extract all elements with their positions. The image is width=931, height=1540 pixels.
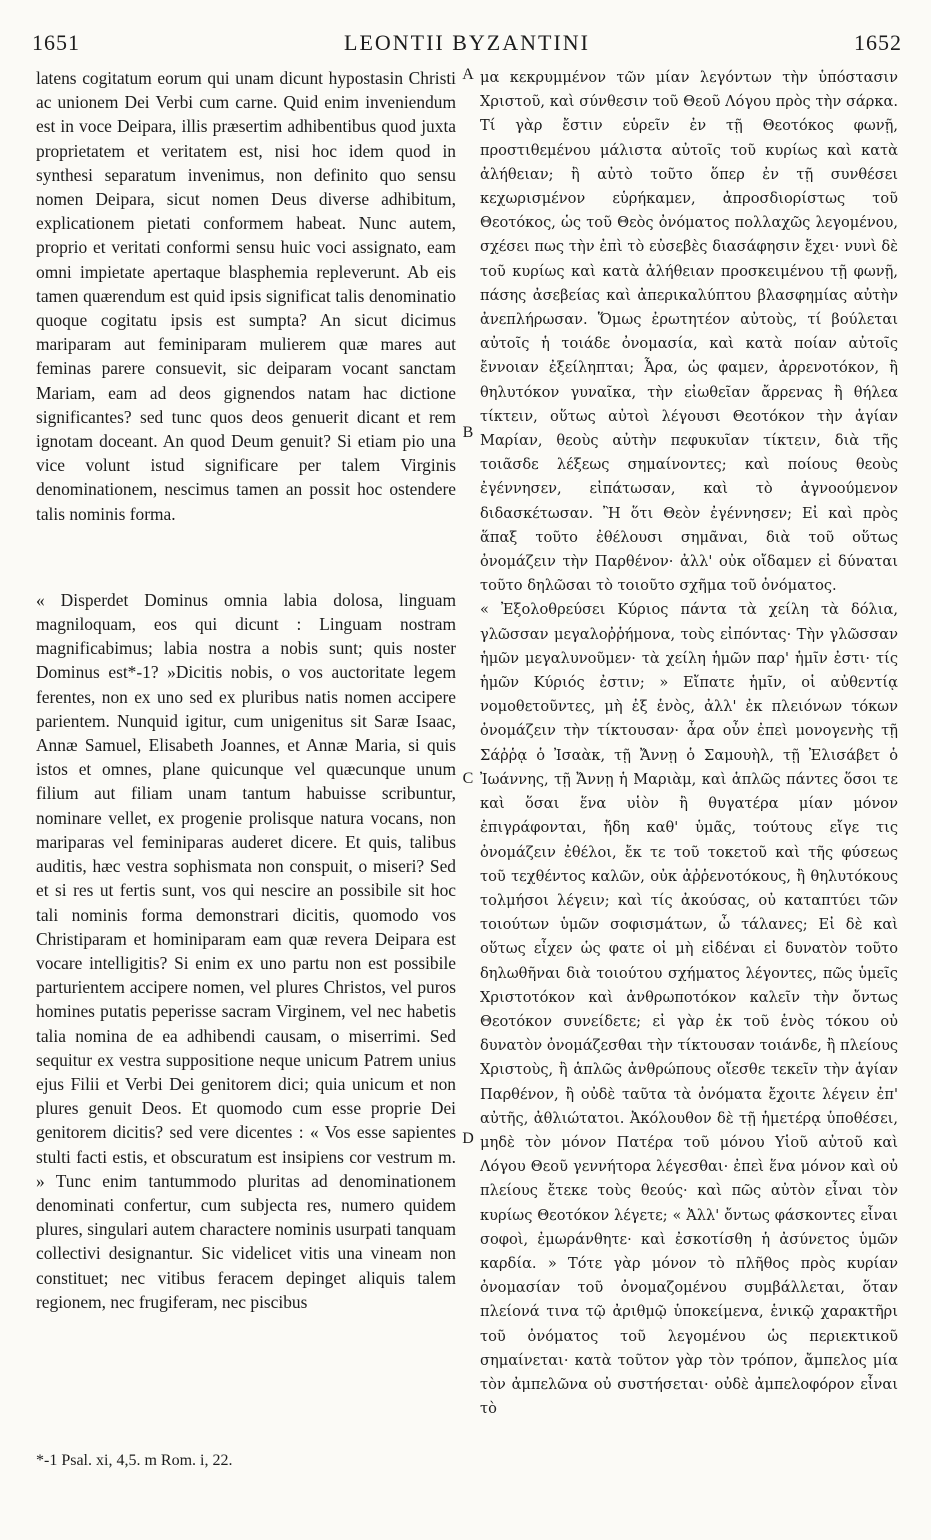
paragraph-gap [36, 526, 456, 588]
latin-paragraph-1: latens cogitatum eorum qui unam dicunt hypostasin Christi ac unionem Dei Verbi cum carne. Quid enim inveniendum est in voce Deipara, illis præsertim adhibentibus quod juxta proprietatem et veritatem est, nisi hoc idem quod in synthesi separatum invenimus, non definito quo sensu nomen Deipara, sicut nomen Deus diverse adhibitum, explicationem pietati conformem habeat. Nunc autem, proprio et veritati conformi sensu huic voci assignato, eam omni impietate apertaque blasphemia repleverunt. Ab eis tamen quærendum est quid ipsis significat talis denominatio quoque cogitatu ipsis est sumpta? An sicut dicimus mariparam aut feminiparam mulierem quæ mares aut feminas parere consuevit, sic deiparam vocant sanctam Mariam, eam ad deos gignendos natam hac dictione significantes? sed tunc quos deos genuerit dicant et rem ignotam doceant. An quod Deum genuit? Si etiam pio una vice volunt istud significare per talem Virginis denominationem, nescimus tamen an possit hoc ostendere talis nominis forma. [36, 68, 456, 524]
section-marker-d: D [462, 1130, 474, 1147]
greek-paragraph-2: « Ἐξολοθρεύσει Κύριος πάντα τὰ χείλη τὰ δόλια, γλῶσσαν μεγαλοῤῥήμονα, τοὺς εἰπόντας· Τὴν γλῶσσαν ἡμῶν μεγαλυνοῦμεν· τὰ χείλη ἡμῶν παρ' ἡμῖν ἐστι· τίς ἡμῶν Κύριός ἐστιν; » Εἴπατε ἡμῖν, οἱ αὐθεντίᾳ νομοθετοῦντες, μὴ ἐξ ἑνὸς, ἀλλ' ἐκ πλειόνων τόκων ὀνομάζειν τὴν τίκτουσαν· ἆρα οὖν ἐπεὶ μονογενὴς τῇ Σάῤῥᾳ ὁ Ἰσαὰκ, τῇ Ἄννῃ ὁ Σαμουὴλ, τῇ Ἐλισάβετ ὁ Ἰωάννης, τῇ Ἄννῃ ἡ Μαριὰμ, καὶ ἁπλῶς πάντες ὅσοι τε καὶ ὅσαι ἕνα υἱὸν ἢ θυγατέρα μίαν μόνον ἐπιγράφονται, ἤδη καθ' ὑμᾶς, τούτους εἴγε τις ὀνομάζειν ἐθέλοι, ἔκ τε τοῦ τοκετοῦ καὶ τῆς φύσεως τοῦ τεχθέντος καλῶν, οὐκ ἀῤῥενοτόκους, ἢ θηλυτόκους τολμήσοι λέγειν; καὶ τίς ἀκούσας, οὐ καταπτύει τῶν τοιούτων ὑμῶν σοφισμάτων, ὦ τάλανες; Εἰ δὲ καὶ οὕτως εἶχεν ὡς φατε οἱ μὴ εἰδέναι εἰ δυνατὸν τοῦτο δηλωθῆναι διὰ τοιούτου σχήματος λέγοντες, πῶς ὑμεῖς Χριστοτόκον καὶ ἀνθρωποτόκον καλεῖν τὴν ὄντως Θεοτόκον συνείδετε; εἰ γὰρ ἐκ τοῦ ἑνὸς τόκου οὐ δυνατὸν ὀνομάζεσθαι τὴν τίκτουσαν τοιάνδε, ἢ πλείους Χριστοὺς, ἢ ἁπλῶς ἀνθρώπους οἴεσθε τεκεῖν τὴν ἁγίαν Παρθένον, ἢ οὐδὲ ταῦτα τὰ ὀνόματα ἔχοιτε λέγειν ἐπ' αὐτῆς, ἀθλιώτατοι. Ἀκόλουθον δὲ τῇ ἡμετέρᾳ ὑποθέσει, μηδὲ τὸν μόνον Πατέρα τοῦ μόνου Υἱοῦ αὐτοῦ καὶ Λόγου Θεοῦ γεννήτορα λέγεσθαι· ἐπεὶ ἕνα μόνον καὶ οὐ πλείους ἔτεκε τοὺς θεούς· καὶ πῶς αὐτὸν εἶναι τὸν κυρίως Θεοτόκον λέγετε; « Ἀλλ' ὄντως φάσκοντες εἶναι σοφοὶ, ἐμωράνθητε· καὶ ἐσκοτίσθη ἡ ἀσύνετος ὑμῶν καρδία. » Τότε γὰρ μόνον τὸ πλῆθος πρὸς κυρίαν ὀνομασίαν τοῦ ὀνομαζομένου συμβάλλεται, ὅταν πλείονά τινα τῷ ἀριθμῷ ὑποκείμενα, ἑνικῷ χαρακτῆρι τοῦ ὀνόματος τοῦ λεγομένου ὡς περιεκτικοῦ σημαίνεται· κατὰ τοῦτον γὰρ τὸν τρόπον, ἄμπελος μία τὸν ἀμπελῶνα οὐ συστήσεται· οὐδὲ ἀμπελοφόρον εἶναι τὸ [480, 601, 898, 1418]
latin-column [36, 66, 456, 1314]
latin-paragraph-2: « Disperdet Dominus omnia labia dolosa, linguam magniloquam, eos qui dicunt : Linguam nostram magnificabimus; labia nostra a nobis sunt; quis noster Dominus est*-1? »Dicitis nobis, o vos auctoritate legem ferentes, non ex uno sed ex pluribus natis nomen accipere parientem. Nunquid igitur, cum unigenitus sit Saræ Isaac, Annæ Samuel, Elisabeth Joannes, et Annæ Maria, si quis istos et omnes, plane quicunque vel quæcunque unum filium aut filiam unam tantum habuisse scribuntur, nominare vellet, ex progenie prolisque natura vocans, non mariparas vel feminiparas auderet dicere. Et quis, talibus auditis, hæc vestra sophismata non conspuit, o miseri? Sed et si res ut fertis sunt, vos qui nescire an possibile sit hoc tali nominis forma demonstrari dicitis, quomodo vos Christiparam et hominiparam eam quæ revera Deipara est vocare intelligitis? Si enim ex uno partu non est possibile parturientem accipere nomen, vel plures Christos, vel puros homines putatis peperisse sacram Virginem, vel nec habetis talia nomina de ea adhibendi causam, o miserrimi. Sed sequitur ex vestra suppositione neque unicum Patrem unius ejus Filii et Verbi Dei genitorem dici; quia unicum et non plures genuit Deos. Et quomodo cum esse proprie Dei genitorem dicitis? sed vere dicentes : « Vos esse sapientes stulti facti estis, et obscuratum est insipiens cor vestrum m. » Tunc enim tantummodo pluritas ad denominationem denominati confertur, cum subjecta res, numero quidem plures, singulari autem charactere nominis usurpati tanquam collectivi designantur. Sic videlicet vitis una vineam non constituet; nec vitibus feracem depinget aliquis talem regionem, nec frugiferam, nec piscibus [36, 589, 456, 1312]
page-header [32, 30, 902, 60]
greek-paragraph-1: μα κεκρυμμένον τῶν μίαν λεγόντων τὴν ὑπόστασιν Χριστοῦ, καὶ σύνθεσιν τοῦ Θεοῦ Λόγου πρὸς τὴν σάρκα. Τί γὰρ ἔστιν εὑρεῖν ἐν τῇ Θεοτόκος φωνῇ, προστιθεμένου μάλιστα αὐτοῖς τοῦ κυρίως καὶ κατὰ ἀλήθειαν; ἢ αὐτὸ τοῦτο ὅπερ ἐν τῇ συνθέσει κεχωρισμένον εὑρήκαμεν, ἀπροσδιορίστως τοῦ Θεοτόκος, ὡς τοῦ Θεὸς ὀνόματος πολλαχῶς λεγομένου, σχέσει πως τὴν ἐπὶ τὸ εὐσεβὲς διασάφησιν ἔχει· νυνὶ δὲ τοῦ κυρίως καὶ κατὰ ἀλήθειαν προσκειμένου τῇ φωνῇ, πάσης ἀσεβείας καὶ ἀπερικαλύπτου βλασφημίας αὐτὴν ἀνεπλήρωσαν. Ὅμως ἐρωτητέον αὐτοὺς, τί βούλεται αὐτοῖς ἡ τοιάδε ὀνομασία, καὶ κατὰ ποίαν αὐτοῖς ἔννοιαν ἐξείληπται; Ἆρα, ὡς φαμεν, ἀρρενοτόκον, ἢ θηλυτόκον γυναῖκα, τὴν εἰωθεῖαν ἄρρενας ἢ θήλεα τίκτειν, οὕτως αὐτοὶ λέγουσι Θεοτόκον τὴν ἁγίαν Μαρίαν, θεοὺς αὐτὴν πεφυκυῖαν τίκτειν, διὰ τῆς τοιᾶσδε λέξεως σημαίνοντες; καὶ ποίους θεοὺς ἐγέννησεν, εἰπάτωσαν, καὶ τὸ ἀγνοούμενον διδασκέτωσαν. Ἢ ὅτι Θεὸν ἐγέννησεν; Εἰ καὶ πρὸς ἅπαξ τοῦτο ἐθέλουσι σημᾶναι, διὰ τοῦ οὕτως ὀνομάζειν τὴν Παρθένον· ἀλλ' οὐκ οἴδαμεν εἰ δύναται τοῦτο δηλῶσαι τὸ τοιοῦτο σχῆμα τοῦ ὀνόματος. [480, 69, 898, 595]
section-marker-c: C [462, 770, 474, 787]
section-marker-a: A [462, 66, 474, 83]
right-page-number: 1652 [854, 30, 902, 55]
left-page-number: 1651 [32, 30, 80, 55]
greek-column [480, 66, 898, 1421]
section-marker-b: B [462, 424, 474, 441]
footnotes: *-1 Psal. xi, 4,5. m Rom. i, 22. [36, 1452, 233, 1469]
running-title: LEONTII BYZANTINI [344, 30, 590, 55]
